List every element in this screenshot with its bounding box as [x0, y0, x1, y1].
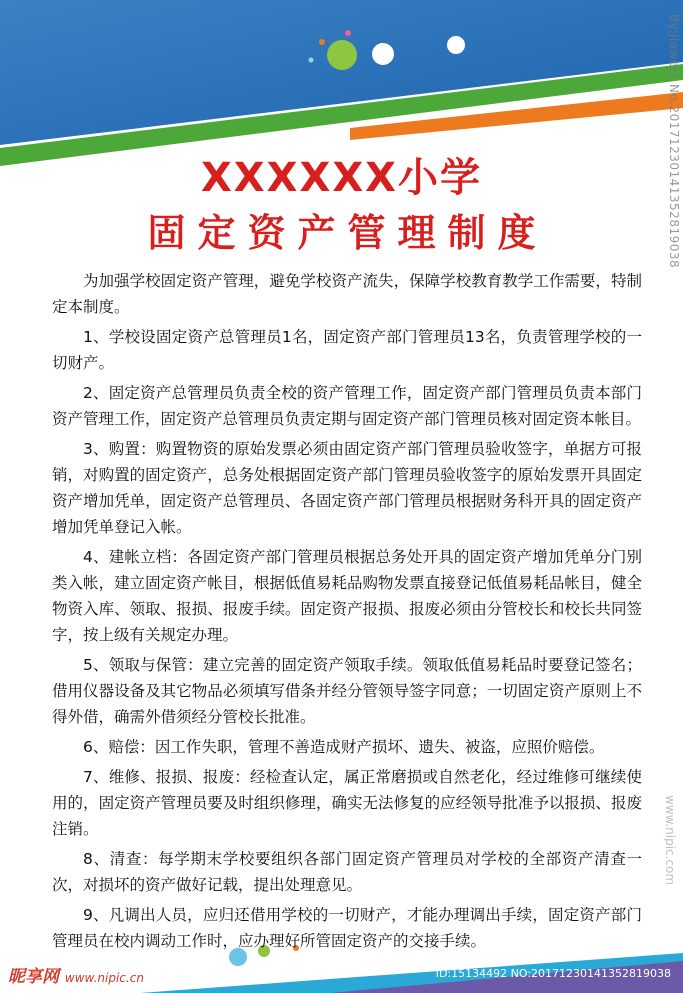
clause-paragraph-8: 8、清查：每学期末学校要组织各部门固定资产管理员对学校的全部资产清查一次，对损坏的资产做好记载，提出处理意见。 [52, 850, 642, 894]
poster-title-school: XXXXXX小学 [200, 155, 483, 201]
image-id-watermark: ID:15134492 NO:20171230141352819038 [435, 967, 671, 980]
poster-title-regulation: 固定资产管理制度 [147, 211, 548, 255]
clause-paragraph-9: 9、凡调出人员，应归还借用学校的一切财产，才能办理调出手续，固定资产部门管理员在校内调动工作时，应办理好所管固定资产的交接手续。 [52, 906, 642, 950]
clause-paragraph-7: 7、维修、报损、报废：经检查认定，属正常磨损或自然老化，经过维修可继续使用的，固定资产管理员要及时组织修理，确实无法修复的应经领导批准予以报损、报废注销。 [52, 768, 642, 838]
header-blue-band [0, 0, 683, 145]
decor-circle-white-large [372, 43, 394, 65]
header-decoration [0, 0, 683, 175]
clause-paragraph-3: 3、购置：购置物资的原始发票必须由固定资产部门管理员验收签字，单据方可报销，对购置的固定资产，总务处根据固定资产部门管理员验收签字的原始发票开具固定资产增加凭单，固定资产总管理员、各固定资产部门管理员根据财务科开具的固定资产增加凭单登记入帐。 [52, 440, 642, 536]
decor-dot-blue [309, 58, 314, 63]
site-logo-watermark [8, 962, 144, 987]
decor-dot-orange [319, 39, 325, 45]
clause-paragraph-6: 6、赔偿：因工作失职，管理不善造成财产损坏、遗失、被盗，应照价赔偿。 [83, 738, 605, 756]
decor-circle-white-small [447, 36, 465, 54]
clause-paragraph-1: 1、学校设固定资产总管理员1名，固定资产部门管理员13名，负责管理学校的一切财产。 [52, 328, 642, 372]
clause-paragraph-4: 4、建帐立档：各固定资产部门管理员根据总务处开具的固定资产增加凭单分门别类入帐，建立固定资产帐目，根据低值易耗品购物发票直接登记低值易耗品帐目，健全物资入库、领取、报损、报废手续。固定资产报损、报废必须由分管校长和校长共同签字，按上级有关规定办理。 [52, 548, 642, 644]
clause-paragraph-2: 2、固定资产总管理员负责全校的资产管理工作，固定资产部门管理员负责本部门资产管理工作，固定资产总管理员负责定期与固定资产部门管理员核对固定资本帐目。 [52, 384, 642, 428]
side-watermark-author: By:jiawei1 No.20171230141352819038 [667, 14, 681, 269]
decor-circle-green [327, 40, 357, 70]
intro-paragraph: 为加强学校固定资产管理，避免学校资产流失，保障学校教育教学工作需要，特制定本制度。 [52, 272, 642, 316]
clause-paragraph-5: 5、领取与保管：建立完善的固定资产领取手续。领取低值易耗品时要登记签名；借用仪器设备及其它物品必须填写借条并经分管领导签字同意；一切固定资产原则上不得外借，确需外借须经分管校长批准。 [52, 656, 642, 726]
site-logo-text: 昵享网 [8, 967, 59, 987]
site-logo-url: www.nipic.cn [64, 971, 144, 985]
regulation-body [52, 268, 642, 958]
side-watermark-site: www.nipic.com [663, 795, 677, 886]
decor-dot-pink [345, 30, 351, 36]
